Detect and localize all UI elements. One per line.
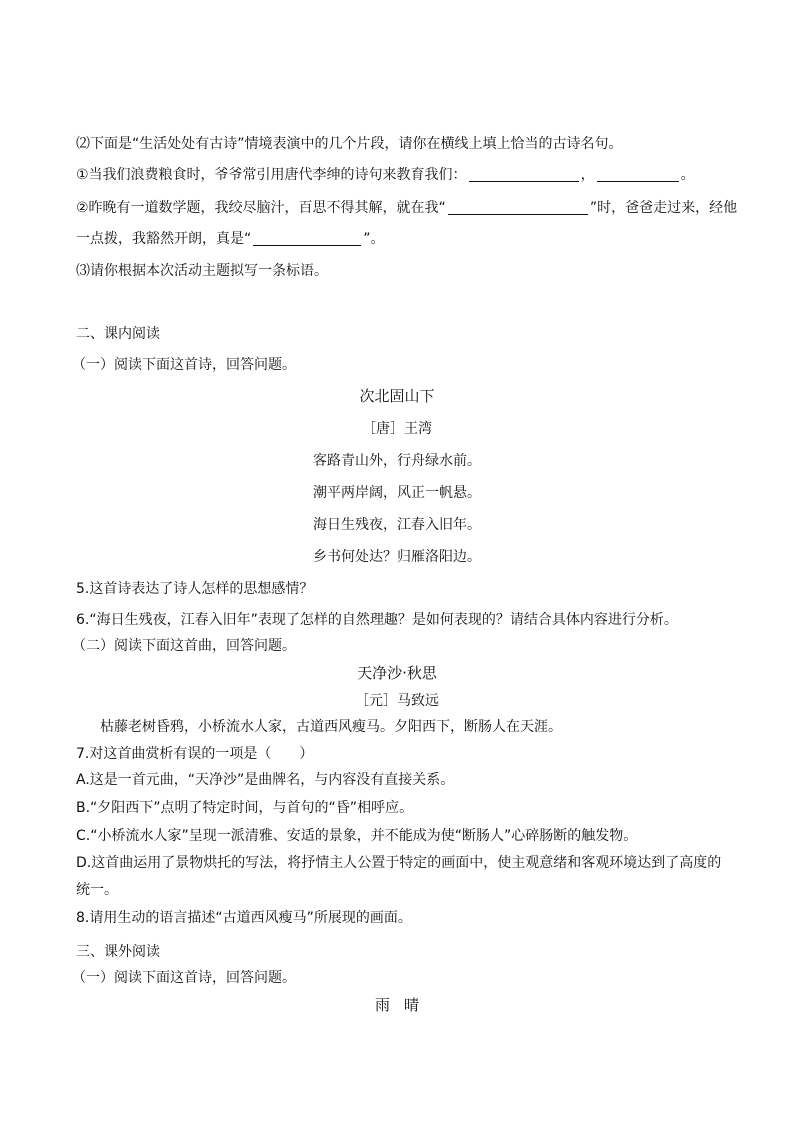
poem-line: 乡书何处达？归雁洛阳边。 — [313, 549, 481, 565]
fill-item-1-text: ①当我们浪费粮食时，爷爷常引用唐代李绅的诗句来教育我们： — [76, 167, 467, 183]
section-heading: 三、课外阅读 — [76, 944, 160, 960]
part3-slogan: ⑶请你根据本次活动主题拟写一条标语。 — [76, 263, 328, 279]
poem-title — [0, 996, 794, 1014]
subsection-heading: （一）阅读下面这首诗，回答问题。 — [72, 970, 296, 986]
poem-title: 次北固山下 — [359, 387, 435, 405]
poem-title-text: 雨晴 — [374, 996, 433, 1014]
fill-item-2-line1 — [76, 199, 737, 217]
fill-item-2-end: ”。 — [363, 231, 385, 247]
poem-line: 客路青山外，行舟绿水前。 — [313, 453, 481, 469]
fill-item-2-line2 — [76, 230, 385, 248]
part2-intro: ⑵下面是“生活处处有古诗”情境表演中的几个片段，请你在横线上填上恰当的古诗名句。 — [76, 136, 623, 152]
poem-author: ［元］马致远 — [355, 693, 439, 709]
section-heading: 二、课内阅读 — [76, 326, 160, 342]
fill-item-2-text: ②昨晚有一道数学题，我绞尽脑汁，百思不得其解，就在我“ — [76, 200, 446, 216]
answer-blank[interactable] — [448, 200, 588, 215]
answer-blank[interactable] — [253, 231, 361, 246]
question-7: 7.对这首曲赏析有误的一项是（ ） — [76, 746, 314, 762]
option-d: D.这首曲运用了景物烘托的写法，将抒情主人公置于特定的画面中，使主观意绪和客观环境达到了高度的 — [76, 855, 722, 871]
poem-title: 天净沙·秋思 — [357, 664, 437, 682]
fill-item-2-text: 一点拨，我豁然开朗，真是“ — [76, 231, 252, 247]
answer-blank[interactable] — [469, 167, 579, 182]
option-d-continued: 统一。 — [76, 882, 118, 898]
answer-blank[interactable] — [597, 167, 679, 182]
question-8: 8.请用生动的语言描述“古道西风瘦马”所展现的画面。 — [76, 910, 412, 926]
fill-item-2-text-cont: ”时，爸爸走过来，经他 — [589, 200, 738, 216]
question-6: 6.“海日生残夜，江春入旧年”表现了怎样的自然理趣？是如何表现的？请结合具体内容进行分析。 — [76, 612, 678, 628]
poem-line: 潮平两岸阔，风正一帆悬。 — [313, 485, 481, 501]
poem-line: 海日生残夜，江春入旧年。 — [313, 517, 481, 533]
subsection-heading: （一）阅读下面这首诗，回答问题。 — [72, 357, 296, 373]
fill-item-1 — [76, 166, 695, 184]
subsection-heading: （二）阅读下面这首曲，回答问题。 — [72, 638, 296, 654]
separator: ， — [580, 167, 595, 183]
poem-text: 枯藤老树昏鸦，小桥流水人家，古道西风瘦马。夕阳西下，断肠人在天涯。 — [100, 719, 562, 735]
option-b: B.“夕阳西下”点明了特定时间，与首句的“昏”相呼应。 — [76, 800, 414, 816]
poem-author: ［唐］王湾 — [362, 421, 432, 437]
option-a: A.这是一首元曲，“天净沙”是曲牌名，与内容没有直接关系。 — [76, 772, 455, 788]
option-c: C.“小桥流水人家”呈现一派清雅、安适的景象，并不能成为使“断肠人”心碎肠断的触发物。 — [76, 828, 638, 844]
question-5: 5.这首诗表达了诗人怎样的思想感情？ — [76, 581, 314, 597]
period: 。 — [680, 167, 695, 183]
